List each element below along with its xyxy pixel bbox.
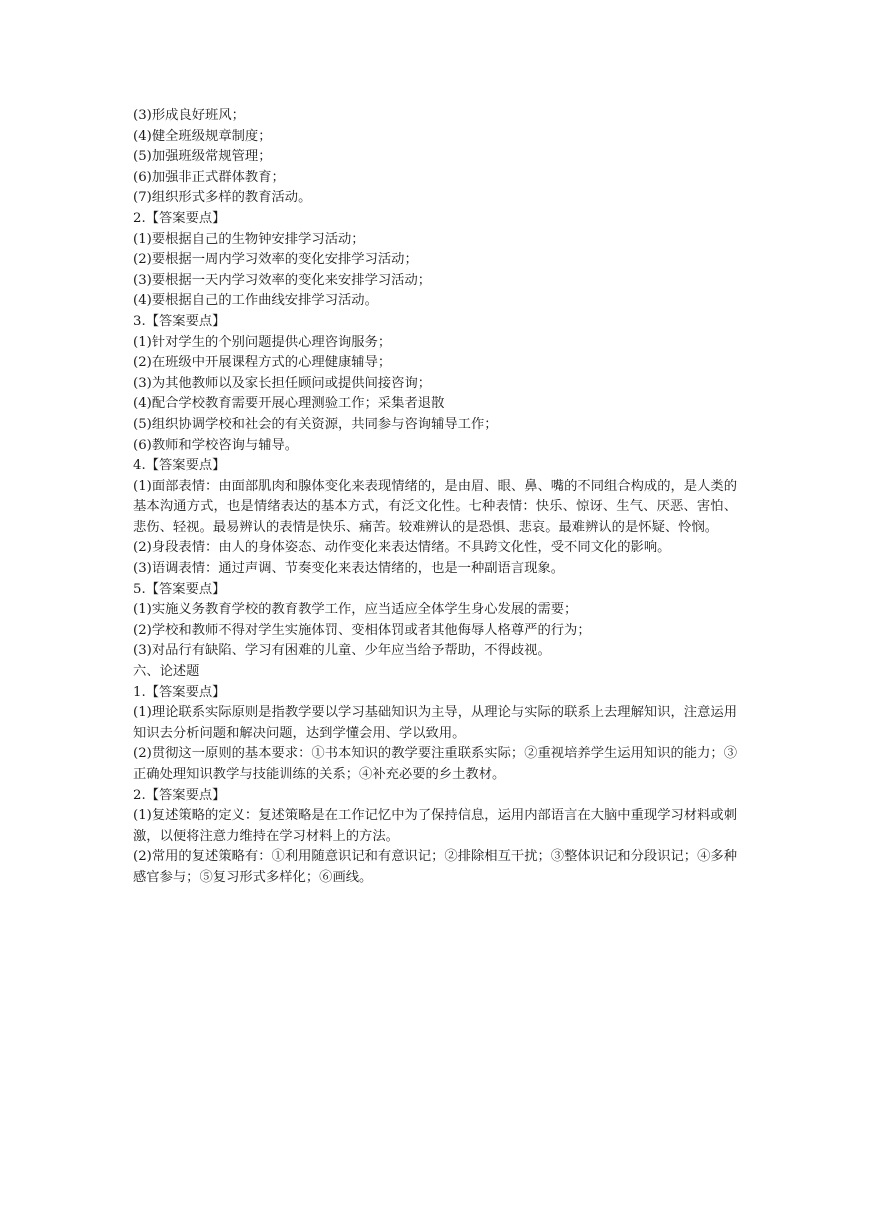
answer-heading: 3.【答案要点】 [133,313,226,329]
list-item: (2)贯彻这一原则的基本要求：①书本知识的教学要注重联系实际；②重视培养学生运用知识的能力；③正确处理知识教学与技能训练的关系；④补充必要的乡土教材。 [133,746,737,782]
list-item: (3)对品行有缺陷、学习有困难的儿童、少年应当给予帮助，不得歧视。 [133,643,551,659]
list-item: (4)健全班级规章制度； [133,128,272,144]
list-item: (6)教师和学校咨询与辅导。 [133,437,299,453]
list-item: (3)形成良好班风； [133,108,245,123]
list-item: (5)组织协调学校和社会的有关资源，共同参与咨询辅导工作； [133,416,498,432]
section-heading: 六、论述题 [133,664,200,680]
list-item: (2)要根据一周内学习效率的变化安排学习活动； [133,252,418,268]
answer-heading: 1.【答案要点】 [133,684,226,700]
list-item: (6)加强非正式群体教育； [133,169,285,185]
answer-heading: 4.【答案要点】 [133,458,226,474]
answer-heading: 2.【答案要点】 [133,787,226,803]
answer-heading: 5.【答案要点】 [133,581,226,597]
list-item: (7)组织形式多样的教育活动。 [133,190,312,206]
list-item: (2)常用的复述策略有：①利用随意识记和有意识记；②排除相互干扰；③整体识记和分段识记；④多种感官参与；⑤复习形式多样化；⑥画线。 [133,849,737,885]
list-item: (1)理论联系实际原则是指教学要以学习基础知识为主导，从理论与实际的联系上去理解知识，注意运用知识去分析问题和解决问题，达到学懂会用、学以致用。 [133,705,737,741]
list-item: (2)学校和教师不得对学生实施体罚、变相体罚或者其他侮辱人格尊严的行为； [133,622,591,638]
list-item: (3)语调表情：通过声调、节奏变化来表达情绪的，也是一种副语言现象。 [133,561,565,577]
list-item: (3)要根据一天内学习效率的变化来安排学习活动； [133,272,432,288]
list-item: (1)面部表情：由面部肌肉和腺体变化来表现情绪的，是由眉、眼、鼻、嘴的不同组合构成的，是人类的基本沟通方式，也是情绪表达的基本方式，有泛文化性。七种表情：快乐、惊讶、生气、厌恶、害怕、悲伤、轻视。最易辨认的表情是快乐、痛苦。较难辨认的是恐惧、悲哀。最难辨认的是怀疑、怜悯。 [133,478,737,535]
list-item: (1)针对学生的个别问题提供心理咨询服务； [133,334,392,350]
answer-heading: 2.【答案要点】 [133,210,226,226]
list-item: (2)在班级中开展课程方式的心理健康辅导； [133,355,392,371]
list-item: (1)实施义务教育学校的教育教学工作，应当适应全体学生身心发展的需要； [133,602,578,618]
list-item: (1)复述策略的定义：复述策略是在工作记忆中为了保持信息，运用内部语言在大脑中重现学习材料或刺激，以便将注意力维持在学习材料上的方法。 [133,808,737,844]
document-page [133,106,737,889]
list-item: (4)要根据自己的工作曲线安排学习活动。 [133,293,378,309]
list-item: (5)加强班级常规管理； [133,149,272,165]
list-item: (4)配合学校教育需要开展心理测验工作；采集者退散 [133,396,445,412]
list-item: (1)要根据自己的生物钟安排学习活动； [133,231,365,247]
list-item: (2)身段表情：由人的身体姿态、动作变化来表达情绪。不具跨文化性，受不同文化的影响。 [133,540,671,556]
list-item: (3)为其他教师以及家长担任顾问或提供间接咨询； [133,375,432,391]
